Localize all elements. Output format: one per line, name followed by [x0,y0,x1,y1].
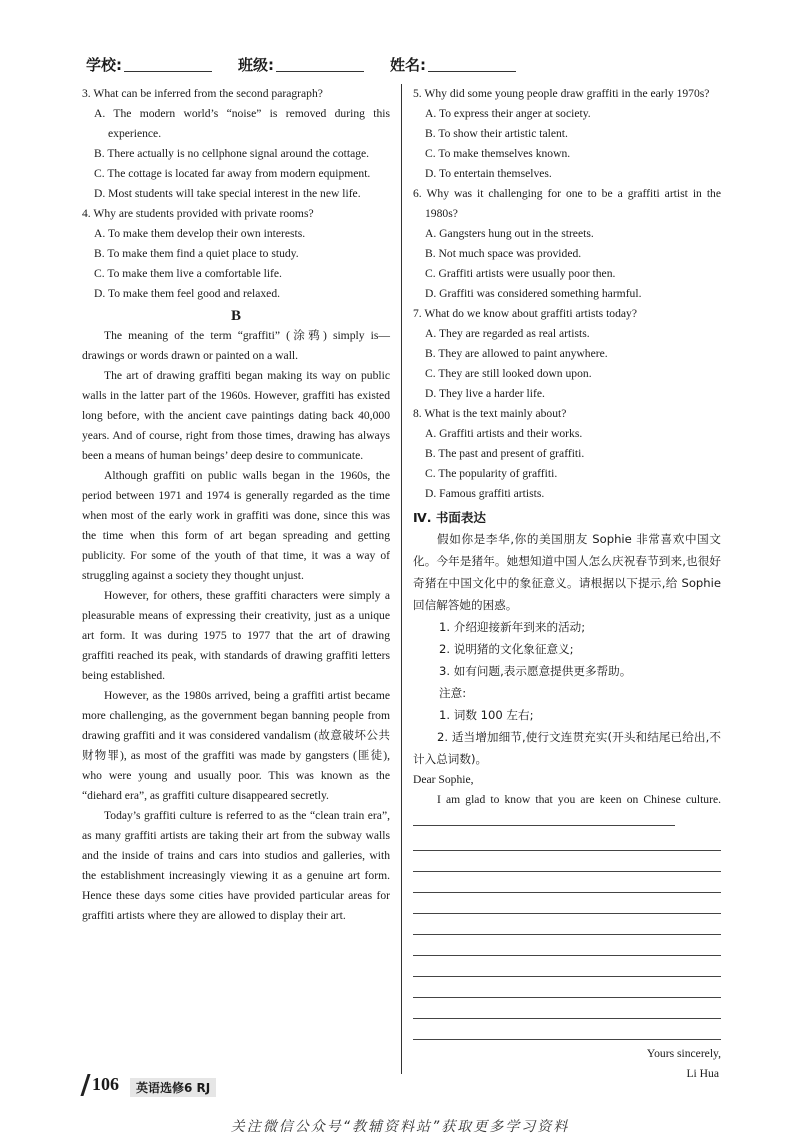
passage-paragraph-4: However, for others, these graffiti characters were simply a pleasurable means of expressing their creativity, just as a unique art form. It was during 1975 to 1977 that the art of drawing graffiti reached its peak, with standards of drawing graffiti letters being established. [82,589,390,682]
q3-option-c: C. The cottage is located far away from modern equipment. [94,167,371,180]
writing-tip-3: 3. 如有问题,表示愿意提供更多帮助。 [439,664,632,678]
writing-tip-1: 1. 介绍迎接新年到来的活动; [439,620,586,634]
writing-line[interactable] [413,830,721,851]
q5-option-c: C. To make themselves known. [425,147,571,160]
q6-option-c: C. Graffiti artists were usually poor then. [425,267,616,280]
note-1: 1. 词数 100 左右; [439,708,534,722]
q8-option-b: B. The past and present of graffiti. [425,447,585,460]
book-label: 英语选修6 RJ [130,1078,216,1097]
writing-tip-2: 2. 说明猪的文化象征意义; [439,642,574,656]
footer-promo-note: 关注微信公众号“教辅资料站”获取更多学习资料 [230,1119,570,1135]
q7-option-c: C. They are still looked down upon. [425,367,592,380]
writing-line[interactable] [413,1019,721,1040]
letter-salutation: Dear Sophie, [413,773,474,786]
passage-paragraph-3: Although graffiti on public walls began in the 1960s, the period between 1971 and 1974 is generally regarded as the time when most of the early work in graffiti was done, since this was the time when this form of art began spreading and getting publicity. For some of the youth of that time, it was a way of struggling against a society they thought unjust. [82,469,390,582]
letter-opening-text: I am glad to know that you are keen on Chinese culture. [437,793,721,806]
question-7: 7. What do we know about graffiti artists today? [413,307,637,320]
class-blank[interactable] [276,57,364,72]
passage-paragraph-1: The meaning of the term “graffiti” (涂鸦) simply is—drawings or words drawn or painted on a wall. [82,329,390,362]
class-label: 班级: [238,56,274,74]
q4-option-c: C. To make them live a comfortable life. [94,267,282,280]
q3-option-b: B. There actually is no cellphone signal around the cottage. [94,147,370,160]
school-label: 学校: [86,56,122,74]
q7-option-a: A. They are regarded as real artists. [425,327,590,340]
writing-line[interactable] [413,935,721,956]
question-8: 8. What is the text mainly about? [413,407,567,420]
passage-paragraph-2: The art of drawing graffiti began making its way on public walls in the latter part of the 1960s. However, graffiti has existed long before, with the ancient cave paintings dating back 40,000 years. And of course, right from those times, drawing has always been a means of human beings’ deep desire to communicate. [82,369,390,462]
question-4: 4. Why are students provided with private rooms? [82,207,314,220]
q8-option-a: A. Graffiti artists and their works. [425,427,583,440]
student-info-header [86,54,586,78]
writing-line[interactable] [413,956,721,977]
q7-option-b: B. They are allowed to paint anywhere. [425,347,608,360]
q3-option-a: A. The modern world’s “noise” is removed during this experience. [94,107,390,140]
writing-prompt: 假如你是李华,你的美国朋友 Sophie 非常喜欢中国文化。今年是猪年。她想知道中国人怎么庆祝春节到来,也很好奇猪在中国文化中的象征意义。请根据以下提示,给 Sophie 回信解答她的困惑。 [413,532,721,612]
class-field [238,54,364,75]
writing-line[interactable] [413,851,721,872]
writing-line[interactable] [413,893,721,914]
notes-label: 注意: [439,686,467,700]
q5-option-b: B. To show their artistic talent. [425,127,568,140]
letter-closing: Yours sincerely, [646,1047,721,1060]
q4-option-d: D. To make them feel good and relaxed. [94,287,281,300]
passage-paragraph-5: However, as the 1980s arrived, being a graffiti artist became more challenging, as the government began banning people from drawing graffiti and it was considered vandalism (故意破坏公共财物罪), as most of the graffiti was made by gangsters (匪徒), who were young and usually poor. This was known as the “diehard era”, as graffiti culture disappeared secretly. [82,689,390,802]
letter-opening [413,790,721,830]
writing-line[interactable] [413,977,721,998]
school-blank[interactable] [124,57,212,72]
footer-slash-mark [80,1074,90,1096]
writing-line[interactable] [413,914,721,935]
q8-option-c: C. The popularity of graffiti. [425,467,558,480]
q3-option-d: D. Most students will take special interest in the new life. [94,187,361,200]
q6-option-b: B. Not much space was provided. [425,247,582,260]
name-field [390,54,516,75]
note-2: 2. 适当增加细节,使行文连贯充实(开头和结尾已给出,不计入总词数)。 [413,730,721,766]
page-number: 106 [92,1074,119,1094]
column-divider [401,84,402,1074]
letter-signature: Li Hua [686,1067,719,1080]
writing-line-inline[interactable] [413,811,675,826]
page-footer [84,1074,244,1100]
question-5: 5. Why did some young people draw graffiti in the early 1970s? [413,87,710,100]
school-field [86,54,212,75]
section-4-heading: Ⅳ. 书面表达 [413,510,486,525]
left-column [82,84,390,926]
passage-paragraph-6: Today’s graffiti culture is referred to as the “clean train era”, as many graffiti artists are taking their art from the subway walls and the inside of trains and cars into studios and galleries, with the establishment increasingly viewing it as a genuine art form. Hence these days some cities have provided particular areas for graffiti artists where they are allowed to display their art. [82,809,390,922]
q6-option-a: A. Gangsters hung out in the streets. [425,227,594,240]
q4-option-a: A. To make them develop their own interests. [94,227,306,240]
q5-option-a: A. To express their anger at society. [425,107,591,120]
name-blank[interactable] [428,57,516,72]
q5-option-d: D. To entertain themselves. [425,167,552,180]
question-3: 3. What can be inferred from the second paragraph? [82,87,323,100]
right-column [413,84,721,1084]
writing-line[interactable] [413,872,721,893]
q8-option-d: D. Famous graffiti artists. [425,487,545,500]
writing-line[interactable] [413,998,721,1019]
name-label: 姓名: [390,56,426,74]
q4-option-b: B. To make them find a quiet place to study. [94,247,299,260]
section-b-heading: B [230,308,241,324]
q6-option-d: D. Graffiti was considered something harmful. [425,287,642,300]
question-6: 6. Why was it challenging for one to be a graffiti artist in the 1980s? [413,187,721,220]
q7-option-d: D. They live a harder life. [425,387,545,400]
